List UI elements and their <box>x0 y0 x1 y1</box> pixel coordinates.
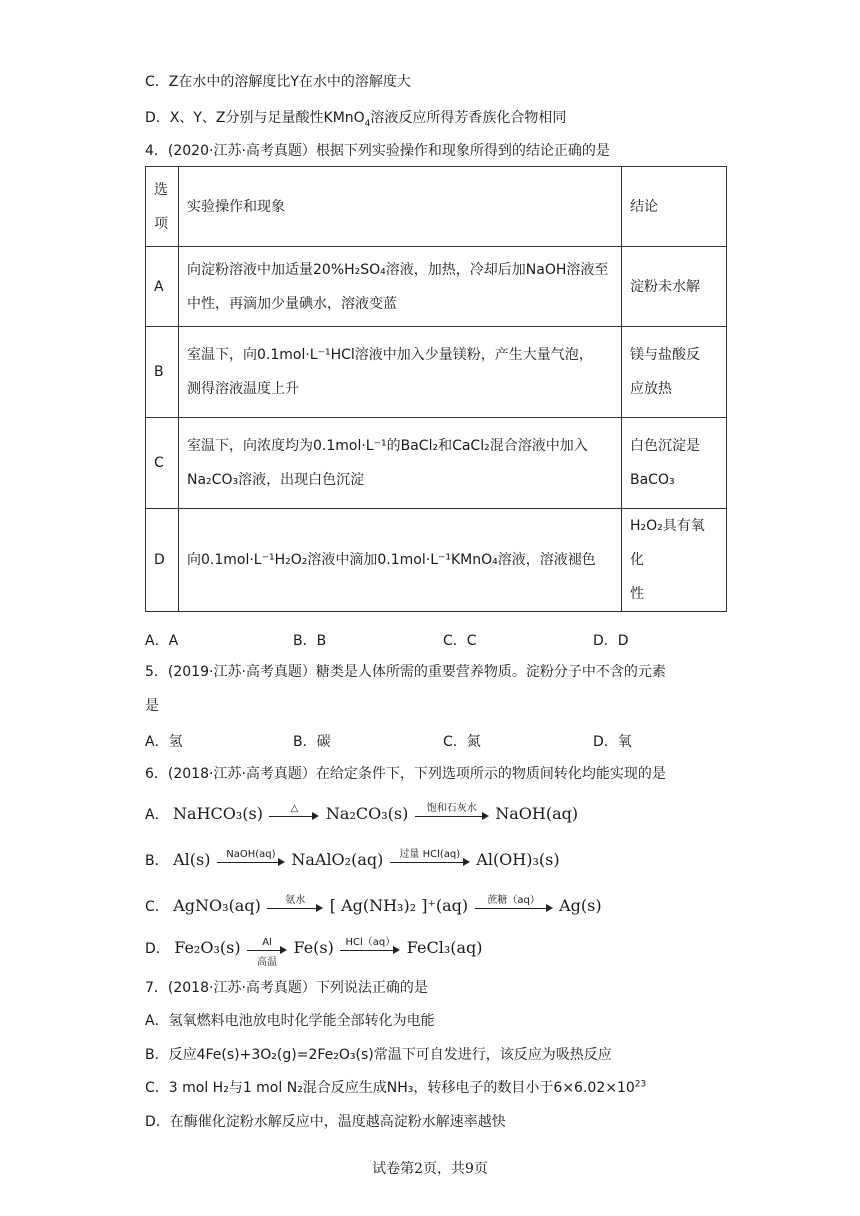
reaction-arrow <box>390 851 470 871</box>
option-label: D． <box>145 941 170 957</box>
q6-option-d <box>145 937 483 968</box>
table-row <box>146 418 727 509</box>
arrow-condition: NaOH(aq) <box>226 849 276 860</box>
row-procedure <box>179 509 622 612</box>
row-conclusion <box>622 418 727 509</box>
row-option: B <box>146 327 179 418</box>
row-option: C <box>146 418 179 509</box>
reactant: Fe₂O₃(s) <box>174 938 241 957</box>
header-conclusion: 结论 <box>622 167 727 247</box>
reactant: AgNO₃(aq) <box>173 896 261 915</box>
table-row <box>146 327 727 418</box>
row-option: A <box>146 247 179 327</box>
q7-option-c <box>145 1078 646 1098</box>
row-option: D <box>146 509 179 612</box>
q5-option-a: A．氢 <box>145 734 183 750</box>
arrow-condition: 过量 HCl(aq) <box>399 849 461 860</box>
arrow-condition: 蔗糖（aq） <box>487 895 540 906</box>
reaction-arrow <box>340 939 400 959</box>
conclusion-line: BaCO₃ <box>630 472 675 488</box>
product: FeCl₃(aq) <box>406 938 483 957</box>
q4-option-c: C．C <box>443 633 477 649</box>
q6-option-a <box>145 804 578 825</box>
row-conclusion <box>622 509 727 612</box>
q6-stem: 6．(2018·江苏·高考真题）在给定条件下，下列选项所示的物质间转化均能实现的是 <box>145 766 666 782</box>
procedure-line: Na₂CO₃溶液，出现白色沉淀 <box>187 472 365 488</box>
q3d-text-b: 溶液反应所得芳香族化合物相同 <box>370 110 567 126</box>
q4-option-a: A．A <box>145 633 179 649</box>
q4-option-b: B．B <box>293 633 327 649</box>
reaction-arrow <box>267 897 323 917</box>
arrow-condition: Al <box>262 937 272 948</box>
reactant: NaHCO₃(s) <box>173 804 263 823</box>
row-procedure <box>179 327 622 418</box>
reaction-arrow <box>247 937 287 968</box>
intermediate: NaAlO₂(aq) <box>291 850 384 869</box>
option-label: C． <box>145 899 169 915</box>
q5-option-b: B．碳 <box>293 734 331 750</box>
q6-option-c <box>145 896 602 917</box>
q5-option-c: C．氮 <box>443 734 481 750</box>
row-conclusion <box>622 247 727 327</box>
page-footer: 试卷第2页，共9页 <box>372 1161 488 1177</box>
procedure-line: 测得溶液温度上升 <box>187 381 299 397</box>
row-procedure <box>179 418 622 509</box>
q3d-text-a: D．X、Y、Z分别与足量酸性KMnO <box>145 110 365 126</box>
q4-options <box>145 630 745 650</box>
conclusion-line: H₂O₂具有氧化 <box>630 518 705 568</box>
q5-stem-line-2: 是 <box>145 698 159 714</box>
conclusion-line: 应放热 <box>630 381 672 397</box>
q7c-superscript: 23 <box>634 1079 647 1090</box>
product: NaOH(aq) <box>495 804 579 823</box>
option-label: B． <box>145 853 169 869</box>
procedure-line: 向淀粉溶液中加适量20%H₂SO₄溶液，加热，冷却后加NaOH溶液至 <box>187 261 609 278</box>
table-header-row <box>146 167 727 247</box>
arrow-condition: △ <box>290 803 299 814</box>
q7-option-d: D．在酶催化淀粉水解反应中，温度越高淀粉水解速率越快 <box>145 1114 506 1130</box>
q4-option-d: D．D <box>593 633 629 649</box>
arrow-condition: 氨水 <box>285 895 306 906</box>
intermediate: [ Ag(NH₃)₂ ]⁺(aq) <box>329 896 469 915</box>
reaction-arrow <box>475 897 553 917</box>
product: Ag(s) <box>559 896 602 915</box>
reactant: Al(s) <box>173 850 211 869</box>
q3-option-c: C．Z在水中的溶解度比Y在水中的溶解度大 <box>145 74 411 90</box>
reaction-arrow <box>415 805 489 825</box>
table-row <box>146 509 727 612</box>
q3-option-d <box>145 108 566 128</box>
procedure-line: 向0.1mol·L⁻¹H₂O₂溶液中滴加0.1mol·L⁻¹KMnO₄溶液，溶液褪色 <box>187 552 596 568</box>
q7-option-b: B．反应4Fe(s)+3O₂(g)=2Fe₂O₃(s)常温下可自发进行，该反应为吸热反应 <box>145 1047 612 1063</box>
procedure-line: 室温下，向0.1mol·L⁻¹HCl溶液中加入少量镁粉，产生大量气泡， <box>187 347 593 363</box>
arrow-condition-below: 高温 <box>257 957 278 968</box>
intermediate: Na₂CO₃(s) <box>325 804 409 823</box>
q5-stem-line-1: 5．(2019·江苏·高考真题）糖类是人体所需的重要营养物质。淀粉分子中不含的元素 <box>145 664 666 680</box>
conclusion-line: 白色沉淀是 <box>630 438 700 454</box>
q4-table <box>145 166 727 612</box>
q3d-subscript: 4 <box>364 118 371 129</box>
procedure-line: 室温下，向浓度均为0.1mol·L⁻¹的BaCl₂和CaCl₂混合溶液中加入 <box>187 438 588 454</box>
table-row <box>146 247 727 327</box>
intermediate: Fe(s) <box>293 938 334 957</box>
q7-stem: 7．(2018·江苏·高考真题）下列说法正确的是 <box>145 980 428 996</box>
q5-option-d: D．氧 <box>593 734 632 750</box>
conclusion-line: 镁与盐酸反 <box>630 347 700 363</box>
option-label: A． <box>145 807 169 823</box>
q4-stem: 4．(2020·江苏·高考真题）根据下列实验操作和现象所得到的结论正确的是 <box>145 143 610 159</box>
row-procedure <box>179 247 622 327</box>
procedure-line: 中性，再滴加少量碘水，溶液变蓝 <box>187 295 397 312</box>
arrow-condition: 饱和石灰水 <box>426 803 477 814</box>
header-procedure: 实验操作和现象 <box>179 167 622 247</box>
q6-option-b <box>145 850 560 871</box>
q7c-text: C．3 mol H₂与1 mol N₂混合反应生成NH₃，转移电子的数目小于6×6.02×10 <box>145 1080 635 1096</box>
arrow-condition: HCl（aq） <box>345 937 396 948</box>
reaction-arrow <box>269 805 319 825</box>
conclusion-line: 性 <box>630 586 644 602</box>
q7-option-a: A．氢氧燃料电池放电时化学能全部转化为电能 <box>145 1013 435 1029</box>
q5-options <box>145 731 745 751</box>
product: Al(OH)₃(s) <box>476 850 560 869</box>
conclusion-line: 淀粉未水解 <box>630 278 700 295</box>
header-option: 选项 <box>146 167 179 247</box>
reaction-arrow <box>217 851 285 871</box>
row-conclusion <box>622 327 727 418</box>
